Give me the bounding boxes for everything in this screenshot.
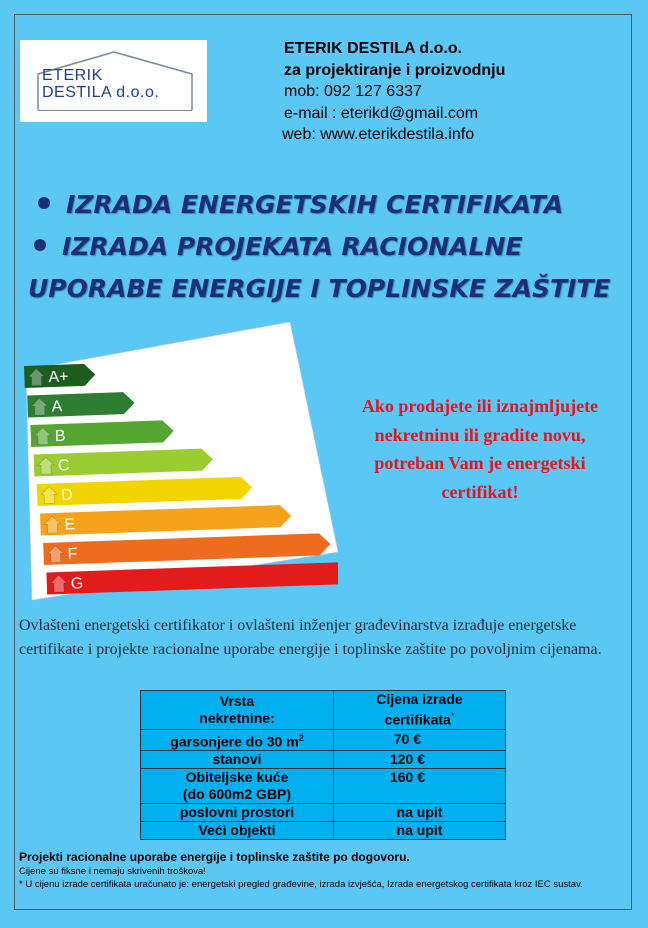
logo-line-1: ETERIK	[42, 67, 103, 84]
energy-class-label: E	[64, 516, 76, 534]
footer-bold-note: Projekti racionalne uporabe energije i toplinske zaštite po dogovoru.	[19, 850, 410, 864]
table-row	[141, 729, 506, 751]
superscript: 2	[298, 732, 304, 743]
row-type	[141, 769, 334, 804]
header-price	[334, 691, 506, 730]
row-type-line2: (do 600m2 GBP)	[182, 786, 292, 803]
company-mobile: mob: 092 127 6337	[284, 83, 422, 100]
company-logo	[20, 40, 207, 122]
header-col2-line1: Cijena izrade	[376, 691, 463, 707]
footer-note-2: * U cijenu izrade certifikata uračunato je: energetski pregled građevine, izrada izvješća, Izrada energetskog certifikata kroz IEC sustav.	[19, 879, 583, 890]
intro-paragraph: Ovlašteni energetski certifikator i ovlašteni inženjer građevinarstva izrađuje energetske certifikate i projekte racionalne uporabe energije i toplinske zaštite po povoljnim cijenama.	[19, 617, 602, 658]
energy-rating-scale	[18, 322, 338, 602]
energy-class-a-plus	[24, 364, 96, 388]
row-type-line1: Obiteljske kuće	[185, 769, 289, 786]
company-info	[284, 38, 505, 146]
energy-class-label: F	[67, 545, 78, 564]
row-price: na upit	[334, 822, 506, 840]
row-type	[141, 729, 334, 751]
energy-class-label: A	[51, 398, 63, 416]
header-property-type	[141, 691, 334, 730]
row-price: na upit	[334, 804, 506, 822]
table-row	[141, 822, 506, 840]
energy-class-label: D	[60, 486, 74, 505]
footer-note-1: Cijene su fiksne i nemaju skrivenih troškova!	[19, 866, 206, 877]
price-table	[140, 690, 506, 840]
headline-3	[28, 274, 648, 303]
table-row	[141, 804, 506, 822]
header-col2-line2	[338, 708, 501, 729]
headline-1-text: IZRADA ENERGETSKIH CERTIFIKATA	[66, 190, 564, 219]
row-price: 120 €	[334, 751, 506, 769]
row-type-text: garsonjere do 30 m	[170, 733, 299, 750]
company-web[interactable]: web: www.eterikdestila.info	[282, 126, 475, 143]
bullet-icon	[34, 239, 46, 251]
row-price: 70 €	[334, 729, 506, 751]
energy-class-label: B	[54, 427, 66, 446]
company-name: ETERIK DESTILA d.o.o.	[284, 40, 463, 57]
company-subtitle: za projektiranje i proizvodnju	[284, 61, 506, 79]
table-header-row	[141, 691, 506, 730]
table-row	[141, 751, 506, 769]
energy-class-label: G	[70, 575, 84, 593]
energy-class-label: C	[57, 457, 70, 475]
row-price: 160 €	[334, 769, 506, 804]
header-col2-text: certifikata	[384, 711, 451, 728]
headline-2	[34, 232, 648, 261]
asterisk-mark: *	[450, 711, 455, 721]
header-col1-line2: nekretnine:	[199, 709, 275, 726]
bullet-icon	[38, 197, 50, 209]
row-type: stanovi	[141, 751, 334, 769]
table-row	[141, 769, 506, 804]
row-type: Veći objekti	[141, 822, 334, 840]
footer-notes	[19, 865, 619, 891]
energy-class-label: A+	[48, 368, 69, 387]
company-email[interactable]: e-mail : eterikd@gmail.com	[284, 104, 479, 122]
callout-text: Ako prodajete ili iznajmljujete nekretninu ili gradite novu, potreban Vam je energetski certifikat!	[361, 396, 599, 502]
headline-1	[38, 190, 648, 219]
headline-3-text: UPORABE ENERGIJE I TOPLINSKE ZAŠTITE	[28, 274, 611, 303]
energy-class-a	[27, 392, 135, 418]
row-type: poslovni prostori	[141, 804, 334, 822]
logo-line-2: DESTILA d.o.o.	[42, 84, 160, 101]
header-col1-line1: Vrsta	[219, 692, 255, 709]
headline-2-text: IZRADA PROJEKATA RACIONALNE	[62, 232, 523, 261]
